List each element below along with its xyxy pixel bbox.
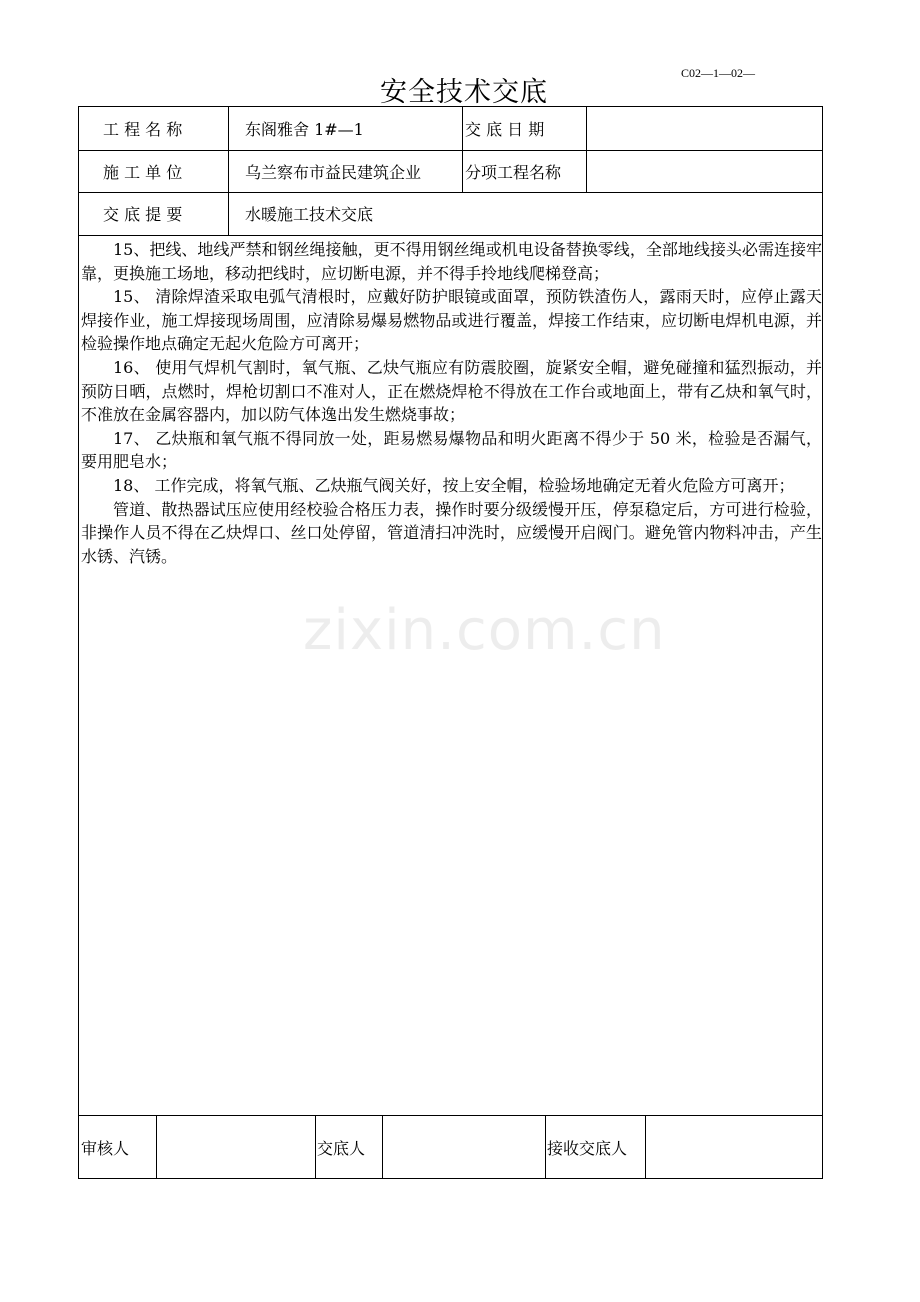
- column-divider: [228, 107, 229, 235]
- document-code: C02—1—02—: [681, 66, 756, 80]
- row-divider: [79, 1115, 822, 1116]
- row-divider: [79, 235, 822, 236]
- content-paragraph: 18、 工作完成，将氧气瓶、乙炔瓶气阀关好，按上安全帽，检验场地确定无着火危险方可离开；: [113, 475, 795, 495]
- content-paragraph: 17、 乙炔瓶和氧气瓶不得同放一处，距易燃易爆物品和明火距离不得少于 50 米，检验是否漏气，要用肥皂水；: [81, 428, 822, 472]
- content-paragraph: 16、 使用气焊机气割时，氧气瓶、乙炔气瓶应有防震胶圈，旋紧安全帽，避免碰撞和猛烈振动，并预防日晒，点燃时，焊枪切割口不准对人，正在燃烧焊枪不得放在工作台或地面上，带有乙炔和氧气时，不准放在金属容器内，加以防气体逸出发生燃烧事故；: [81, 357, 822, 425]
- column-divider: [545, 1115, 546, 1179]
- content-paragraph: 15、 清除焊渣采取电弧气清根时，应戴好防护眼镜或面罩，预防铁渣伤人，露雨天时，应停止露天焊接作业，施工焊接现场周围，应清除易爆易燃物品或进行覆盖，焊接工作结束，应切断电焊机电源，并检验操作地点确定无起火危险方可离开；: [81, 287, 822, 354]
- document-title: 安全技术交底: [380, 77, 548, 108]
- discloser-label: 交底人: [317, 1139, 366, 1158]
- disclosure-content: [81, 238, 822, 568]
- subproject-name-label: 分项工程名称: [465, 163, 562, 182]
- watermark: zixin.com.cn: [303, 598, 666, 663]
- content-paragraph: 15、把线、地线严禁和钢丝绳接触，更不得用钢丝绳或机电设备替换零线，全部地线接头必需连接牢靠，更换施工场地，移动把线时，应切断电源，并不得手拎地线爬梯登高；: [81, 240, 822, 283]
- row-divider: [79, 192, 822, 193]
- summary-label: 交 底 提 要: [103, 205, 183, 224]
- column-divider: [462, 107, 463, 192]
- column-divider: [645, 1115, 646, 1179]
- receiver-label: 接收交底人: [547, 1139, 628, 1158]
- project-name-label: 工 程 名 称: [103, 120, 183, 139]
- column-divider: [315, 1115, 316, 1179]
- disclosure-date-label: 交 底 日 期: [465, 120, 545, 139]
- column-divider: [586, 107, 587, 192]
- project-name-value: 东阁雅舍 1#—1: [245, 120, 364, 139]
- row-divider: [79, 150, 822, 151]
- construction-unit-label: 施 工 单 位: [103, 163, 183, 182]
- reviewer-label: 审核人: [81, 1139, 130, 1158]
- column-divider: [156, 1115, 157, 1179]
- column-divider: [382, 1115, 383, 1179]
- construction-unit-value: 乌兰察布市益民建筑企业: [245, 163, 422, 182]
- content-paragraph: 管道、散热器试压应使用经校验合格压力表，操作时要分级缓慢开压，停泵稳定后，方可进行检验，非操作人员不得在乙炔焊口、丝口处停留，管道清扫冲洗时，应缓慢开启阀门。避免管内物料冲击，产生水锈、汽锈。: [81, 499, 822, 566]
- summary-value: 水暖施工技术交底: [245, 205, 374, 224]
